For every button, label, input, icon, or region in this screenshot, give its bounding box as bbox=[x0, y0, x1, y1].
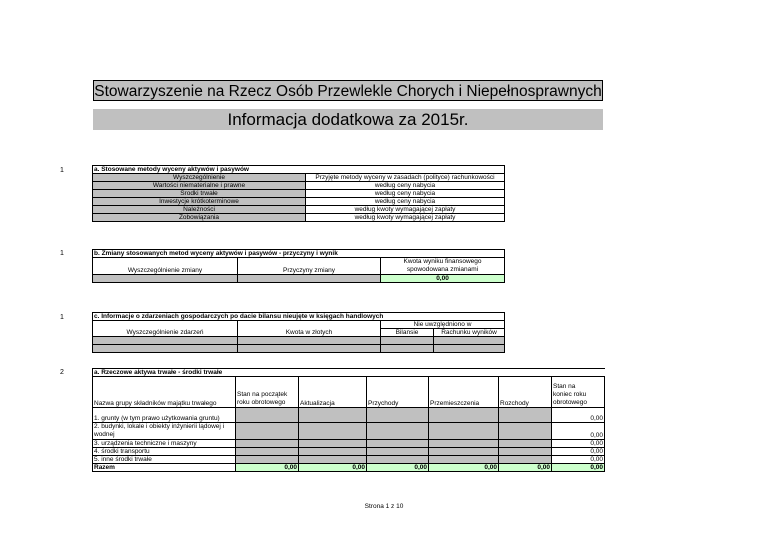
col-header-start-line2: roku obrotowego bbox=[237, 399, 286, 406]
total-end: 0,00 bbox=[552, 464, 605, 472]
section-a-number: 1 bbox=[60, 167, 64, 174]
table-row-method: według kwoty wymagającej zapłaty bbox=[306, 214, 505, 222]
section-c-number: 1 bbox=[60, 314, 64, 321]
col-header-amount bbox=[381, 258, 505, 275]
total-start: 0,00 bbox=[236, 464, 299, 472]
page-title: Informacja dodatkowa za 2015r. bbox=[93, 109, 603, 130]
valuation-methods-table bbox=[92, 165, 505, 222]
col-header-balance: Bilansie bbox=[381, 329, 434, 337]
total-label: Razem bbox=[93, 464, 236, 472]
changes-total-amount: 0,00 bbox=[381, 275, 505, 283]
section-c-heading: c. Informacje o zdarzeniach gospodarczych po dacie bilansu nieujęte w księgach handlowych bbox=[93, 313, 505, 321]
col-header-amount-line1: Kwota wyniku finansowego bbox=[403, 258, 482, 265]
col-header-end-line2: koniec roku bbox=[553, 391, 587, 398]
col-header-start-line1: Stan na początek bbox=[237, 391, 288, 398]
col-header-transfers: Przemieszczenia bbox=[429, 377, 499, 408]
section-a-heading: a. Stosowane metody wyceny aktywów i pasywów bbox=[93, 166, 505, 174]
table-row-item: Środki trwałe bbox=[93, 190, 306, 198]
table-row-name: 3. urządzenia techniczne i maszyny bbox=[93, 440, 236, 448]
total-outflows: 0,00 bbox=[499, 464, 552, 472]
fixed-assets-table bbox=[92, 368, 605, 472]
valuation-changes-table bbox=[92, 249, 505, 283]
table-row-item: Inwestycje krótkoterminowe bbox=[93, 198, 306, 206]
col-header-update: Aktualizacja bbox=[299, 377, 367, 408]
table-row-name: 5. inne środki trwałe bbox=[93, 456, 236, 464]
table-row-item: Wartości niematerialne i prawne bbox=[93, 182, 306, 190]
col-header-item: Wyszczególnienie bbox=[93, 174, 306, 182]
total-transfers: 0,00 bbox=[429, 464, 499, 472]
col-header-end-line3: obrotowego bbox=[553, 399, 587, 406]
table-row-end: 0,00 bbox=[552, 408, 605, 423]
col-header-end-line1: Stan na bbox=[553, 383, 576, 390]
table-row-method: według kwoty wymagającej zapłaty bbox=[306, 206, 505, 214]
section-b-number: 1 bbox=[60, 250, 64, 257]
col-header-end bbox=[552, 377, 605, 408]
section-b-heading: b. Zmiany stosowanych metod wyceny aktywów i pasywów - przyczyny i wynik bbox=[93, 250, 505, 258]
organization-title: Stowarzyszenie na Rzecz Osób Przewlekle Chorych i Niepełnosprawnych bbox=[93, 80, 603, 101]
table-row-end: 0,00 bbox=[552, 456, 605, 464]
table-row-item: Zobowiązania bbox=[93, 214, 306, 222]
table-row-end: 0,00 bbox=[552, 440, 605, 448]
table-row-end: 0,00 bbox=[552, 448, 605, 456]
col-header-group: Nazwa grupy składników majątku trwałego bbox=[93, 377, 236, 408]
col-header-amount-line2: spowodowana zmianami bbox=[406, 266, 479, 273]
col-header-amount-pln: Kwota w złotych bbox=[238, 321, 381, 337]
col-header-method: Przyjęte metody wyceny w zasadach (polityce) rachunkowości bbox=[306, 174, 505, 182]
page-number: Strona 1 z 10 bbox=[364, 503, 404, 510]
post-balance-events-table bbox=[92, 312, 505, 353]
section-d-heading: a. Rzeczowe aktywa trwałe - środki trwałe bbox=[93, 369, 605, 377]
empty-cell bbox=[238, 275, 381, 283]
col-header-reason: Przyczyny zmiany bbox=[238, 258, 381, 275]
table-row-end: 0,00 bbox=[552, 423, 605, 440]
empty-cell bbox=[93, 275, 238, 283]
total-update: 0,00 bbox=[299, 464, 367, 472]
table-row-method: według ceny nabycia bbox=[306, 182, 505, 190]
table-row-name: 1. grunty (w tym prawo użytkowania gruntu) bbox=[93, 408, 236, 423]
table-row-method: według ceny nabycia bbox=[306, 198, 505, 206]
table-row-name: 2. budynki, lokale i obiekty inżynierii lądowej i wodnej bbox=[93, 423, 236, 440]
col-header-outflows: Rozchody bbox=[499, 377, 552, 408]
col-header-not-included: Nie uwzględniono w bbox=[381, 321, 505, 329]
col-header-start bbox=[236, 377, 299, 408]
table-row-method: według ceny nabycia bbox=[306, 190, 505, 198]
col-header-change: Wyszczególnienie zmiany bbox=[93, 258, 238, 275]
col-header-income-statement: Rachunku wyników bbox=[434, 329, 505, 337]
total-income: 0,00 bbox=[367, 464, 429, 472]
section-d-number: 2 bbox=[60, 369, 64, 376]
table-row-name: 4. środki transportu bbox=[93, 448, 236, 456]
col-header-income: Przychody bbox=[367, 377, 429, 408]
col-header-event: Wyszczególnienie zdarzeń bbox=[93, 321, 238, 337]
table-row-item: Należności bbox=[93, 206, 306, 214]
